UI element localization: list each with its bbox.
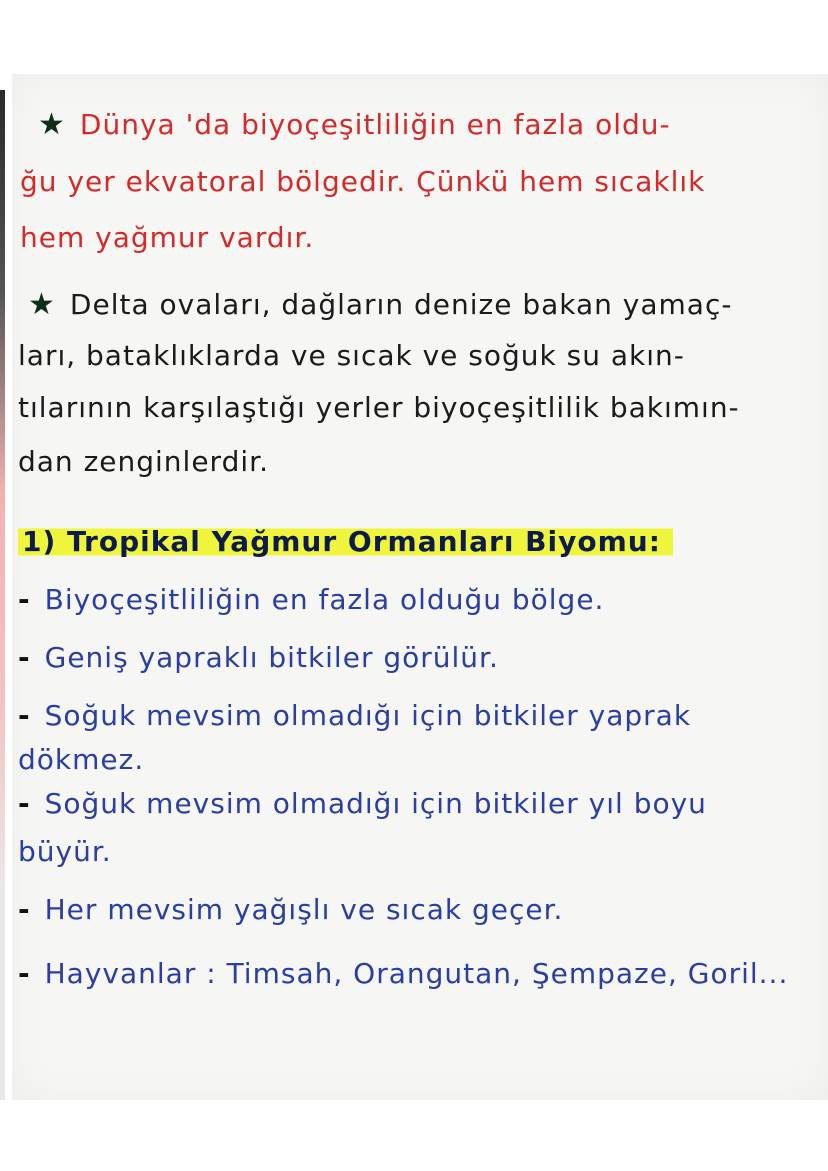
list-item-text: Soğuk mevsim olmadığı için bitkiler yaprak <box>44 699 692 732</box>
paragraph1-line1 <box>38 107 671 142</box>
list-item <box>18 641 499 674</box>
list-item <box>18 583 605 616</box>
paragraph2-line4: dan zenginlerdir. <box>18 445 269 478</box>
section-heading <box>18 526 673 558</box>
list-item-text: Geniş yapraklı bitkiler görülür. <box>44 641 499 674</box>
paragraph2-line1 <box>28 287 733 322</box>
list-item-text: Her mevsim yağışlı ve sıcak geçer. <box>44 893 564 926</box>
paragraph2-text: Delta ovaları, dağların denize bakan yamaç- <box>69 288 733 321</box>
star-icon: ★ <box>38 107 66 142</box>
list-item <box>18 957 789 990</box>
paragraph1-line3: hem yağmur vardır. <box>20 221 315 254</box>
list-item-text: Hayvanlar : Timsah, Orangutan, Şempaze, Goril... <box>44 957 789 990</box>
list-item <box>18 893 564 926</box>
dash-bullet: - <box>18 583 31 616</box>
dash-bullet: - <box>18 699 31 732</box>
paragraph1-line2: ğu yer ekvatoral bölgedir. Çünkü hem sıcaklık <box>20 165 706 198</box>
dash-bullet: - <box>18 957 31 990</box>
list-item <box>18 699 692 732</box>
paragraph1-text: Dünya 'da biyoçeşitliliğin en fazla oldu- <box>79 108 671 141</box>
list-item-continuation: dökmez. <box>18 743 145 776</box>
highlighted-heading-text: 1) Tropikal Yağmur Ormanları Biyomu: <box>18 526 673 558</box>
paragraph2-line2: ları, bataklıklarda ve sıcak ve soğuk su akın- <box>18 339 685 372</box>
list-item-text: Biyoçeşitliliğin en fazla olduğu bölge. <box>44 583 605 616</box>
dash-bullet: - <box>18 893 31 926</box>
page-edge-shadow <box>0 90 5 1100</box>
paragraph2-line3: tılarının karşılaştığı yerler biyoçeşitlilik bakımın- <box>18 391 740 424</box>
star-icon: ★ <box>28 287 56 322</box>
dash-bullet: - <box>18 787 31 820</box>
dash-bullet: - <box>18 641 31 674</box>
list-item-text: Soğuk mevsim olmadığı için bitkiler yıl boyu <box>44 787 707 820</box>
list-item <box>18 787 707 820</box>
list-item-continuation: büyür. <box>18 835 112 868</box>
